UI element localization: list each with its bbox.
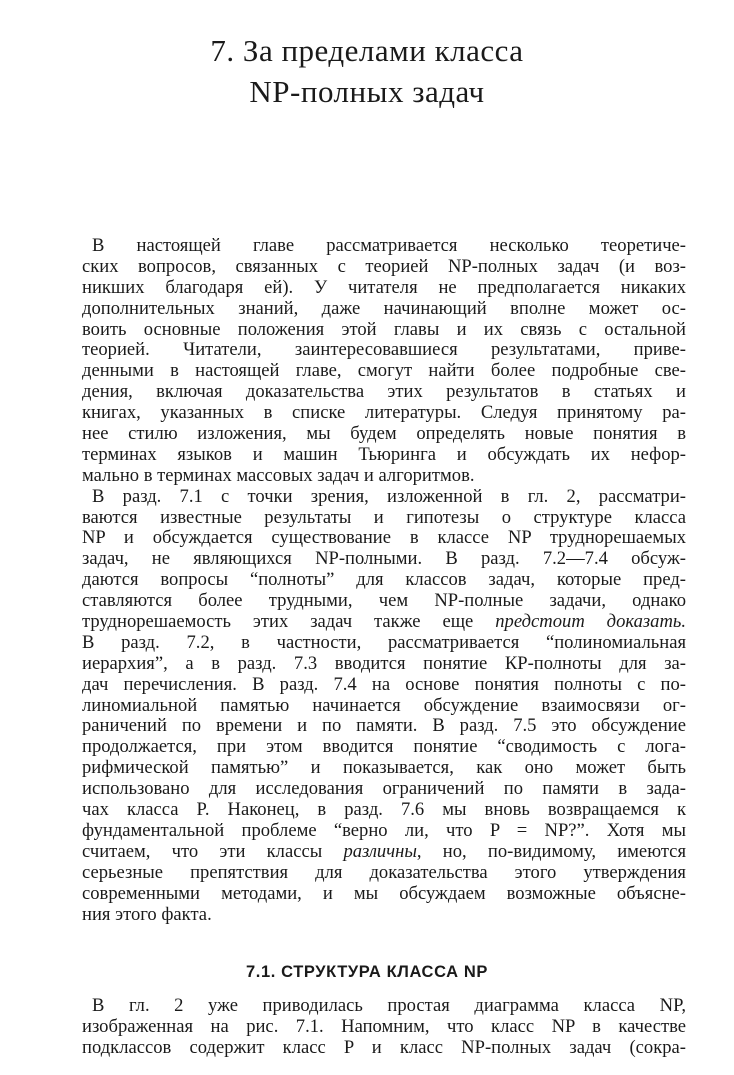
text-line: денными в настоящей главе, смогут найти более подробные све- [82, 360, 686, 382]
text-line: ваются известные результаты и гипотезы о структуре класса [82, 506, 686, 528]
text-line: никших благодаря ей). У читателя не предполагается никаких [82, 276, 686, 298]
text-line: продолжается, при этом вводится понятие “сводимость с лога- [82, 736, 686, 758]
text-line: воить основные положения этой главы и их связь с остальной [82, 318, 686, 340]
emphasis-different: различны [343, 840, 417, 862]
text-line: задач, не являющихся NP-полными. В разд. 7.2—7.4 обсуж- [82, 548, 686, 570]
text-line: современными методами, и мы обсуждаем возможные объясне- [82, 882, 686, 904]
text-line: фундаментальной проблеме “верно ли, что P = NP?”. Хотя мы [82, 819, 686, 841]
text-line: рифмической памятью” и показывается, как оно может быть [82, 757, 686, 779]
text-line: терминах языков и машин Тьюринга и обсуждать их нефор- [82, 443, 686, 465]
text-fragment: считаем, что эти классы [82, 840, 323, 862]
text-line: дения, включая доказательства этих результатов в статьях и [82, 381, 686, 403]
text-line: книгах, указанных в списке литературы. Следуя принятому ра- [82, 402, 686, 424]
text-line: В настоящей главе рассматривается несколько теоретиче- [92, 235, 686, 256]
chapter-title-line-1: 7. За пределами класса [210, 33, 524, 68]
text-line: нее стилю изложения, мы будем определять новые понятия в [82, 423, 686, 445]
text-line: линомиальной памятью начинается обсуждение взаимосвязи ог- [82, 694, 686, 716]
section-body [82, 996, 686, 1059]
text-fragment: , но, по-видимому, имеются [416, 840, 686, 862]
text-line: В гл. 2 уже приводилась простая диаграмма класса NP, [92, 995, 686, 1016]
chapter-body [82, 236, 686, 925]
text-line: теорией. Читатели, заинтересовавшиеся результатами, приве- [82, 339, 686, 361]
text-line: чах класса P. Наконец, в разд. 7.6 мы вновь возвращаемся к [82, 799, 686, 821]
text-line: серьезные препятствия для доказательства этого утверждения [82, 861, 686, 883]
text-line: изображенная на рис. 7.1. Напомним, что класс NP в качестве [82, 1015, 686, 1037]
text-line: раничений по времени и по памяти. В разд. 7.5 это обсуждение [82, 715, 686, 737]
chapter-title-line-2: NP-полных задач [249, 74, 485, 109]
text-line-with-emphasis [82, 612, 686, 633]
section-heading: 7.1. СТРУКТУРА КЛАССА NP [245, 963, 489, 981]
text-line: ских вопросов, связанных с теорией NP-полных задач (и воз- [82, 255, 686, 277]
chapter-title [0, 30, 734, 112]
text-line: ния этого факта. [82, 903, 212, 925]
text-line: подклассов содержит класс P и класс NP-полных задач (сокра- [82, 1036, 686, 1058]
text-line: мально в терминах массовых задач и алгоритмов. [82, 464, 475, 486]
text-line: В разд. 7.2, в частности, рассматривается “полиномиальная [82, 631, 686, 653]
text-line: даются вопросы “полноты” для классов задач, которые пред- [82, 569, 686, 591]
text-line: ставляются более трудными, чем NP-полные задачи, однако [82, 590, 686, 612]
text-line: иерархия”, а в разд. 7.3 вводится понятие КР-полноты для за- [82, 652, 686, 674]
text-line: NP и обсуждается существование в классе NP труднорешаемых [82, 527, 686, 549]
text-fragment: труднорешаемость этих задач также еще [82, 611, 474, 633]
text-line: дач перечисления. В разд. 7.4 на основе понятия полноты с по- [82, 673, 686, 695]
text-line: использовано для исследования ограничений по памяти в зада- [82, 778, 686, 800]
text-line: В разд. 7.1 с точки зрения, изложенной в гл. 2, рассматри- [92, 485, 686, 507]
emphasis-to-prove: предстоит доказать. [495, 611, 686, 633]
text-line: дополнительных знаний, даже начинающий вполне может ос- [82, 297, 686, 319]
text-line-with-emphasis [82, 842, 686, 863]
